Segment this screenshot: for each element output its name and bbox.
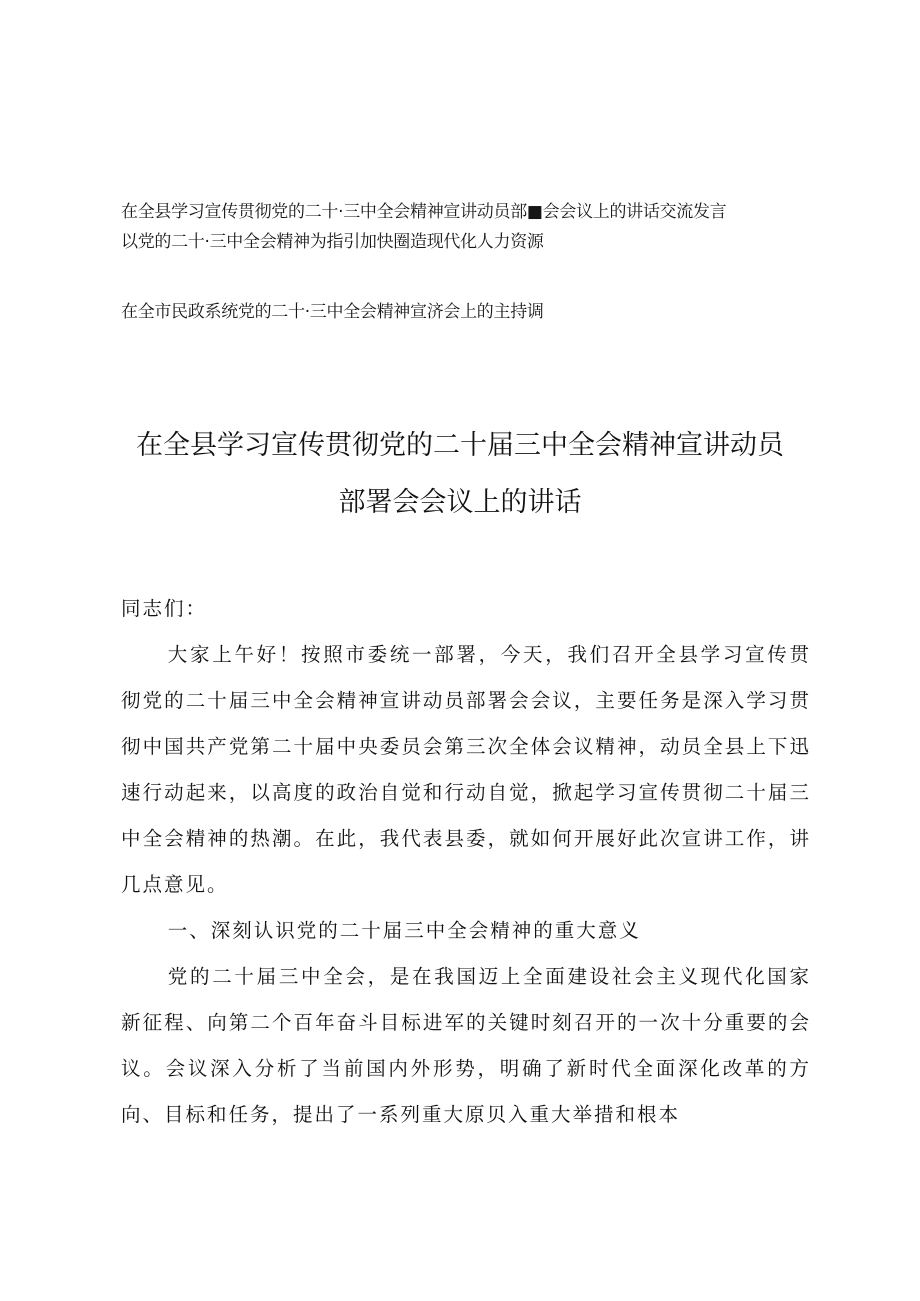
related-document-title-2: 以党的二十·三中全会精神为指引加快圈造现代化人力资源 — [121, 232, 544, 252]
document-title-line-1: 在全县学习宣传贯彻党的二十届三中全会精神宣讲动员 — [136, 430, 784, 461]
document-body — [121, 586, 811, 1138]
related-document-title-1: 在全县学习宣传贯彻党的二十·三中全会精神宣讲动员部■会会议上的讲话交流发言 — [121, 202, 727, 222]
related-documents-list — [121, 197, 821, 327]
related-document-title-3: 在全市民政系统党的二十·三中全会精神宣济会上的主持调 — [121, 302, 544, 322]
paragraph-opening: 大家上午好！按照市委统一部署，今天，我们召开全县学习宣传贯彻党的二十届三中全会精神宣讲动员部署会会议，主要任务是深入学习贯彻中国共产党第二十届中央委员会第三次全体会议精神，动员全县上下迅速行动起来，以高度的政治自觉和行动自觉，掀起学习宣传贯彻二十届三中全会精神的热潮。在此，我代表县委，就如何开展好此次宣讲工作，讲几点意见。 — [121, 643, 811, 896]
document-title-line-2: 部署会会议上的讲话 — [338, 487, 582, 518]
section-heading-1: 一、深刻认识党的二十届三中全会精神的重大意义 — [167, 919, 641, 942]
greeting: 同志们： — [121, 597, 208, 620]
paragraph-significance: 党的二十届三中全会，是在我国迈上全面建设社会主义现代化国家新征程、向第二个百年奋斗目标进军的关键时刻召开的一次十分重要的会议。会议深入分析了当前国内外形势，明确了新时代全面深化改革的方向、目标和任务，提出了一系列重大原贝入重大举措和根本 — [121, 965, 811, 1126]
document-title — [0, 417, 920, 531]
